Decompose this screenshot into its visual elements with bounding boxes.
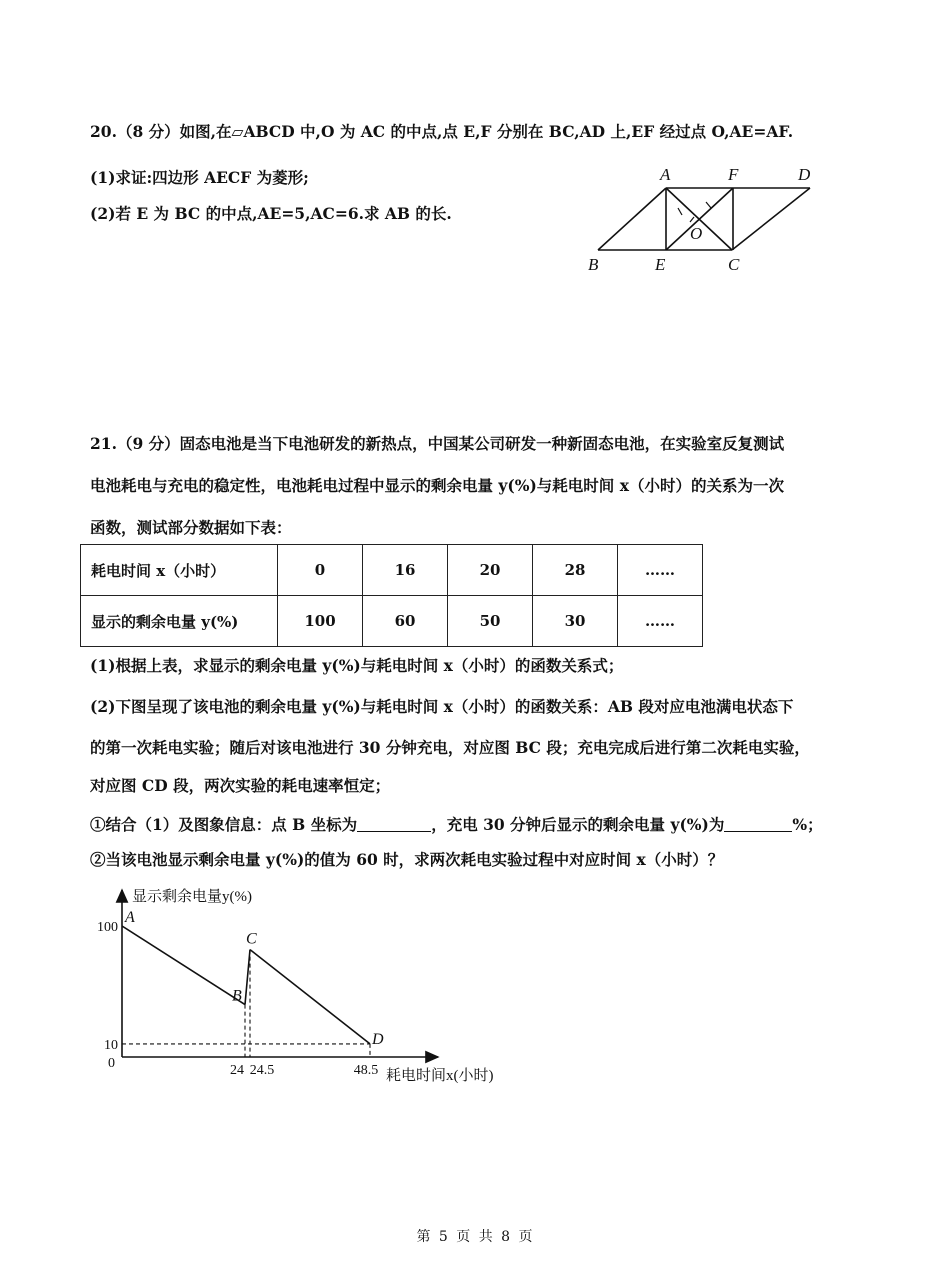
- x-tick-label: 24.5: [249, 1063, 275, 1078]
- side-dc: [732, 188, 810, 250]
- table-cell: ……: [618, 545, 703, 596]
- subq1-text-b: ，充电 30 分钟后显示的剩余电量 y(%)为: [431, 815, 725, 834]
- table-cell: 50: [448, 596, 533, 647]
- y-tick-label: 100: [97, 920, 118, 935]
- segment-ab: [122, 926, 245, 1005]
- q21-intro: [90, 423, 784, 507]
- table-cell: 28: [533, 545, 618, 596]
- y-tick-label: 10: [104, 1037, 118, 1053]
- q21-part2-line3: 对应图 CD 段，两次实验的耗电速率恒定；: [90, 776, 391, 795]
- table-cell: 60: [363, 596, 448, 647]
- point-label-b: B: [232, 987, 242, 1005]
- table-header-x: 耗电时间 x（小时）: [81, 545, 278, 596]
- subq1-text-c: %；: [792, 815, 823, 834]
- origin-label: 0: [108, 1056, 115, 1071]
- q21-part1: (1)根据上表，求显示的剩余电量 y(%)与耗电时间 x（小时）的函数关系式；: [90, 656, 624, 675]
- table-row: [81, 596, 703, 647]
- table-cell: 30: [533, 596, 618, 647]
- x-axis-label: 耗电时间x(小时): [386, 1068, 494, 1084]
- table-cell: 20: [448, 545, 533, 596]
- answer-blank-remaining[interactable]: [724, 815, 792, 832]
- x-tick-label: 48.5: [353, 1063, 379, 1078]
- table-row: [81, 545, 703, 596]
- table-cell: 0: [278, 545, 363, 596]
- q20-part1: (1)求证:四边形 AECF 为菱形;: [90, 168, 309, 187]
- label-o: O: [690, 224, 703, 243]
- q21-intro-line1: 21.（9 分）固态电池是当下电池研发的新热点，中国某公司研发一种新固态电池，在实验室反复测试: [90, 434, 785, 453]
- tick-mark: [678, 208, 682, 215]
- subq1-text-a: ①结合（1）及图象信息：点 B 坐标为: [90, 815, 358, 834]
- q21-intro-line2: 电池耗电与充电的稳定性，电池耗电过程中显示的剩余电量 y(%)与耗电时间 x（小时）的关系为一次: [90, 476, 784, 495]
- q21-part2-line1: (2)下图呈现了该电池的剩余电量 y(%)与耗电时间 x（小时）的函数关系：AB 段对应电池满电状态下: [90, 697, 794, 716]
- table-cell: ……: [618, 596, 703, 647]
- battery-chart: [80, 880, 540, 1100]
- label-a: A: [660, 165, 671, 184]
- y-axis-label: 显示剩余电量y(%): [132, 889, 252, 905]
- q20-stem: 20.（8 分）如图,在▱ABCD 中,O 为 AC 的中点,点 E,F 分别在 BC,AD 上,EF 经过点 O,AE=AF.: [90, 122, 794, 141]
- q20-part2: (2)若 E 为 BC 的中点,AE=5,AC=6.求 AB 的长.: [90, 204, 452, 223]
- answer-blank-point-b[interactable]: [357, 815, 431, 832]
- q21-intro-line3: 函数，测试部分数据如下表：: [90, 518, 292, 537]
- segment-cd: [250, 950, 370, 1044]
- label-e: E: [655, 255, 666, 274]
- table-header-y: 显示的剩余电量 y(%): [81, 596, 278, 647]
- point-label-d: D: [372, 1030, 384, 1048]
- right-angle-mark: [690, 217, 694, 222]
- q21-part2-line2: 的第一次耗电实验；随后对该电池进行 30 分钟充电，对应图 BC 段；充电完成后进行第二次耗电实验，: [90, 738, 810, 757]
- x-tick-label: 24: [230, 1063, 244, 1078]
- label-c: C: [728, 255, 740, 274]
- label-f: F: [728, 165, 739, 184]
- point-label-c: C: [246, 930, 257, 948]
- q21-subq2: ②当该电池显示剩余电量 y(%)的值为 60 时，求两次耗电实验过程中对应时间 x（小时）？: [90, 850, 724, 869]
- side-ab: [598, 188, 666, 250]
- label-b: B: [588, 255, 599, 274]
- table-cell: 16: [363, 545, 448, 596]
- parallelogram-figure: [580, 160, 820, 280]
- tick-mark: [706, 202, 711, 208]
- point-label-a: A: [125, 909, 135, 926]
- label-d: D: [798, 165, 811, 184]
- data-table: [80, 544, 703, 647]
- segment-bc: [245, 950, 250, 1005]
- table-cell: 100: [278, 596, 363, 647]
- page-footer: 第 5 页 共 8 页: [416, 1229, 535, 1245]
